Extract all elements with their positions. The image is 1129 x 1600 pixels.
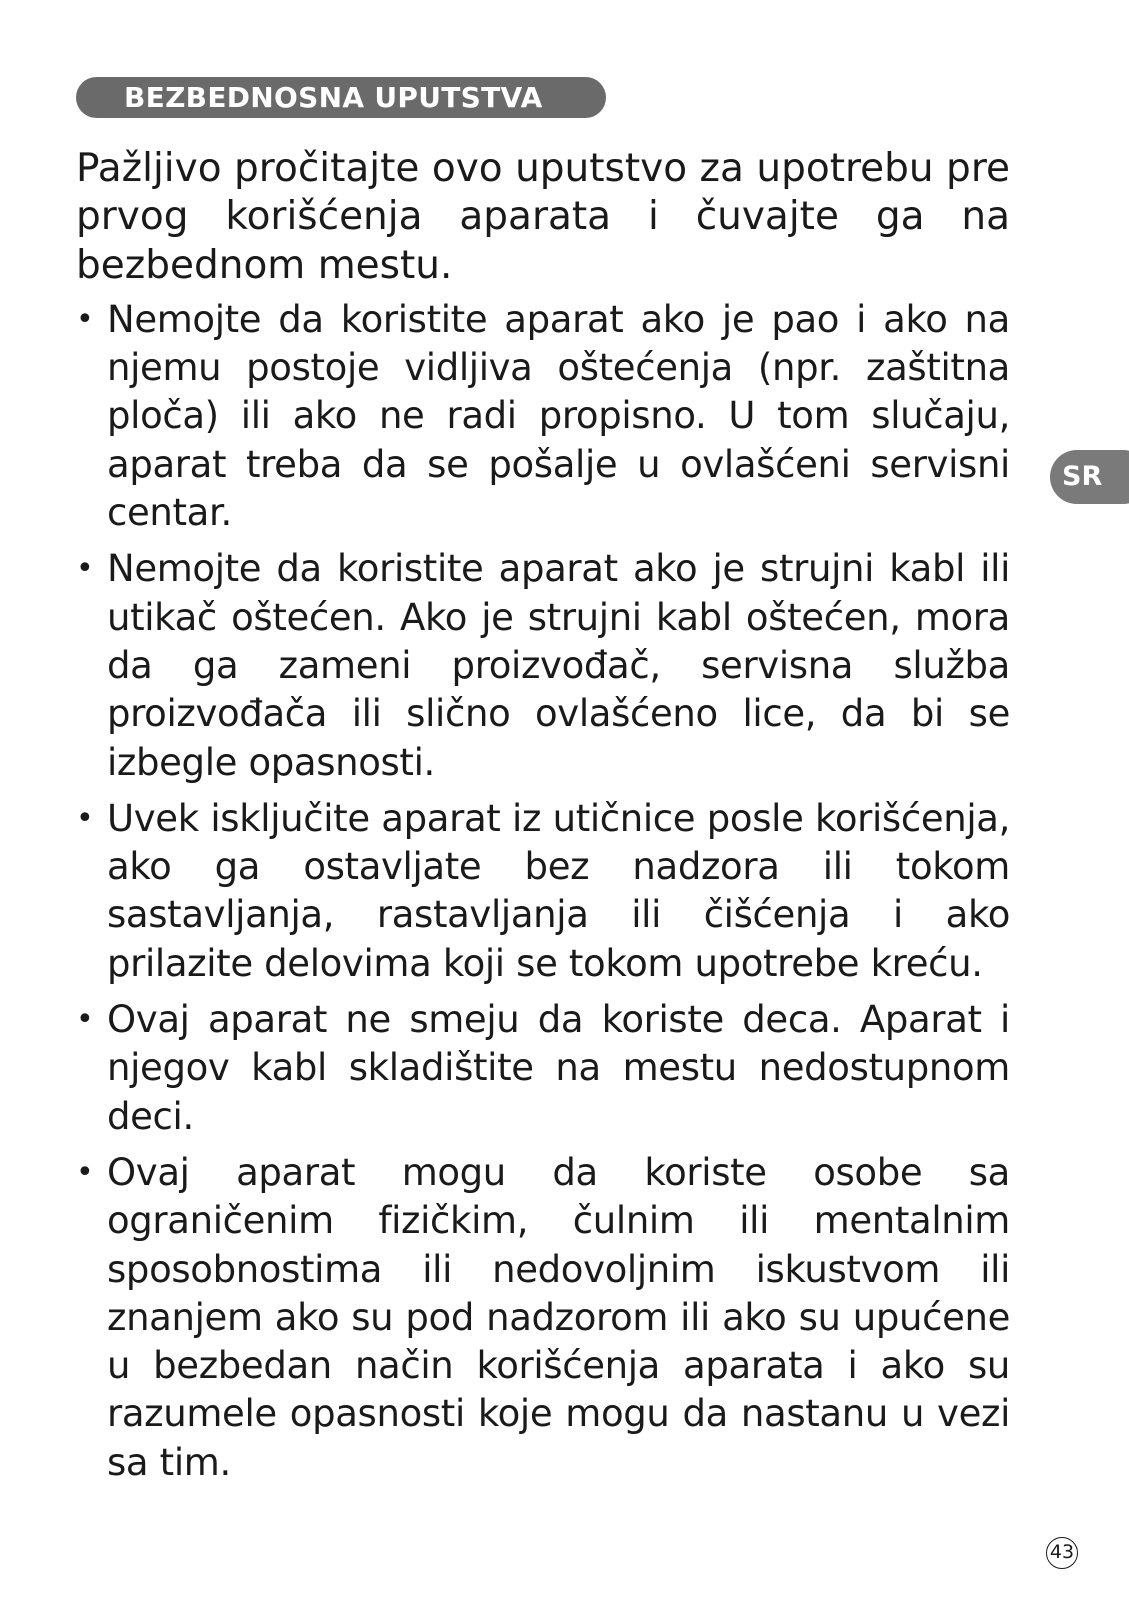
safety-instructions-list [76, 296, 1010, 1487]
list-item [76, 1149, 1010, 1487]
list-item-text: Nemojte da koristite aparat ako je strujni kabl ili utikač oštećen. Ako je strujni kabl oštećen, mora da ga zameni proizvođač, servisna služba proizvođača ili slično ovlašćeno lice, da bi se izbegle opasnosti. [107, 547, 1010, 784]
bullet-icon: • [76, 1154, 94, 1190]
list-item [76, 296, 1010, 537]
list-item-text: Ovaj aparat mogu da koriste osobe sa ograničenim fizičkim, čulnim ili mentalnim sposobnostima ili nedovoljnim iskustvom ili znanjem ako su pod nadzorom ili ako su upućene u bezbedan način korišćenja aparata i ako su razumele opasnosti koje mogu da nastanu u vezi sa tim. [107, 1150, 1010, 1484]
bullet-icon: • [76, 1002, 94, 1038]
intro-paragraph: Pažljivo pročitajte ovo uputstvo za upotrebu pre prvog korišćenja aparata i čuvajte ga na bezbednom mestu. [76, 146, 1010, 288]
list-item-text: Nemojte da koristite aparat ako je pao i ako na njemu postoje vidljiva oštećenja (npr. zaštitna ploča) ili ako ne radi propisno. U tom slučaju, aparat treba da se pošalje u ovlašćeni servisni centar. [107, 297, 1010, 535]
list-item-text: Uvek isključite aparat iz utičnice posle korišćenja, ako ga ostavljate bez nadzora ili tokom sastavljanja, rastavljanja ili čišćenja i ako prilazite delovima koji se tokom upotrebe kreću. [107, 796, 1010, 985]
document-body [76, 145, 1010, 1495]
list-item [76, 996, 1010, 1141]
bullet-icon: • [76, 551, 94, 587]
bullet-icon: • [76, 800, 94, 836]
page-number: 43 [1046, 1537, 1078, 1569]
list-item [76, 795, 1010, 988]
list-item [76, 545, 1010, 786]
section-title: BEZBEDNOSNA UPUTSTVA [76, 77, 606, 118]
list-item-text: Ovaj aparat ne smeju da koriste deca. Aparat i njegov kabl skladištite na mestu nedostupnom deci. [107, 998, 1010, 1138]
bullet-icon: • [76, 301, 94, 337]
language-tab: SR [1050, 450, 1129, 504]
